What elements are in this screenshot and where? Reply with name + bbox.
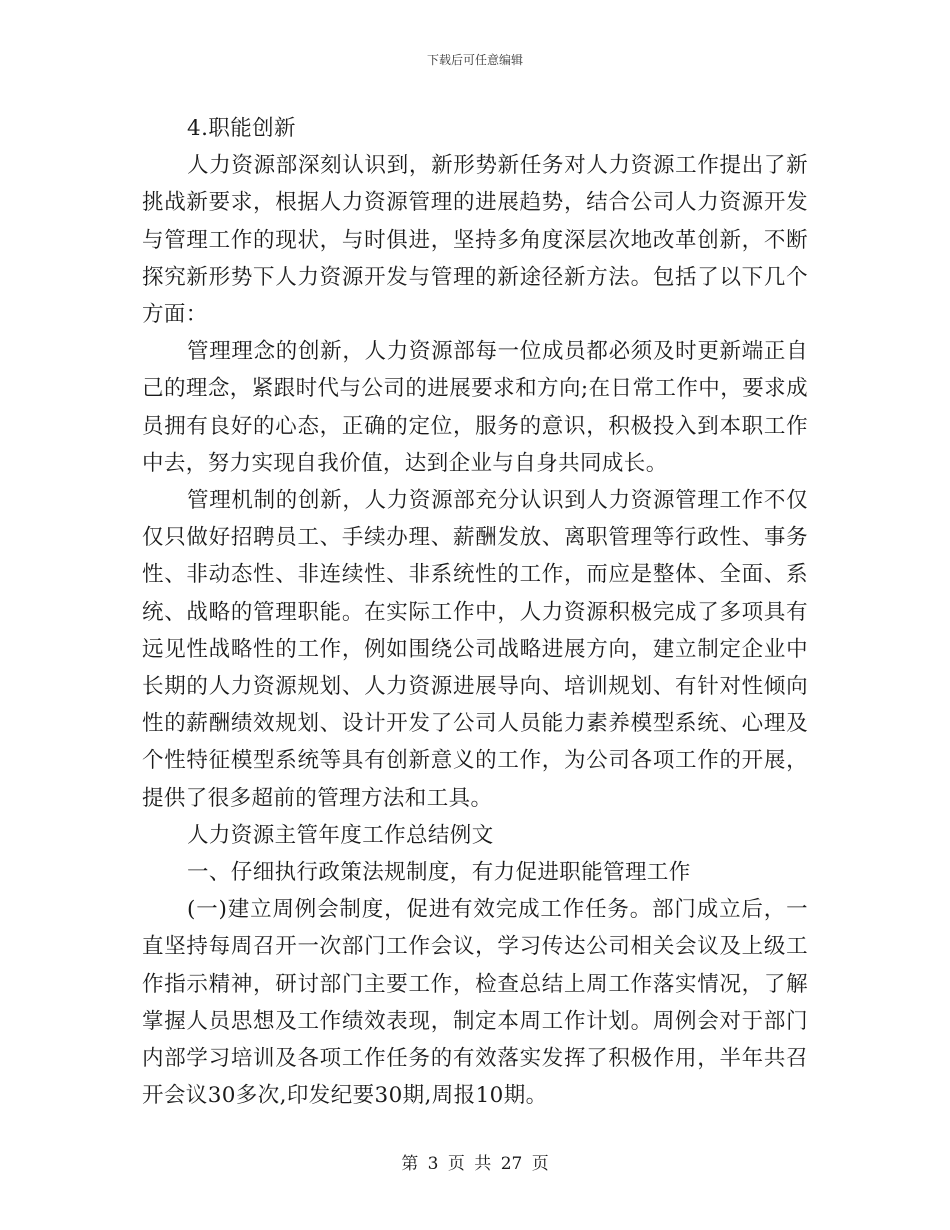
section-heading-function-innovation: 4.职能创新 — [187, 116, 296, 141]
page-footer: 第 3 页 共 27 页 — [401, 1154, 549, 1174]
document-body — [142, 110, 808, 1114]
paragraph-overview: 人力资源部深刻认识到，新形势新任务对人力资源工作提出了新挑战新要求，根据人力资源管理的进展趋势，结合公司人力资源开发与管理工作的现状，与时俱进，坚持多角度深层次地改革创新，不断探究新形势下人力资源开发与管理的新途径新方法。包括了以下几个方面： — [142, 153, 808, 328]
page-header: 下载后可任意编辑 — [426, 53, 523, 67]
paragraph-weekly-meeting: (一)建立周例会制度，促进有效完成工作任务。部门成立后，一直坚持每周召开一次部门工作会议，学习传达公司相关会议及上级工作指示精神，研讨部门主要工作，检查总结上周工作落实情况，了解掌握人员思想及工作绩效表现，制定本周工作计划。周例会对于部门内部学习培训及各项工作任务的有效落实发挥了积极作用，半年共召开会议30多次,印发纪要30期,周报10期。 — [142, 897, 808, 1109]
paragraph-mechanism-innovation: 管理机制的创新，人力资源部充分认识到人力资源管理工作不仅仅只做好招聘员工、手续办理、薪酬发放、离职管理等行政性、事务性、非动态性、非连续性、非系统性的工作，而应是整体、全面、系统、战略的管理职能。在实际工作中，人力资源积极完成了多项具有远见性战略性的工作，例如围绕公司战略进展方向，建立制定企业中长期的人力资源规划、人力资源进展导向、培训规划、有针对性倾向性的薪酬绩效规划、设计开发了公司人员能力素养模型系统、心理及个性特征模型系统等具有创新意义的工作，为公司各项工作的开展，提供了很多超前的管理方法和工具。 — [142, 488, 808, 811]
section-title-annual-summary: 人力资源主管年度工作总结例文 — [187, 822, 494, 848]
section-heading-policy: 一、仔细执行政策法规制度，有力促进职能管理工作 — [187, 860, 691, 886]
paragraph-concept-innovation: 管理理念的创新，人力资源部每一位成员都必须及时更新端正自己的理念，紧跟时代与公司的进展要求和方向;在日常工作中，要求成员拥有良好的心态，正确的定位，服务的意识，积极投入到本职工作中去，努力实现自我价值，达到企业与自身共同成长。 — [142, 339, 808, 476]
